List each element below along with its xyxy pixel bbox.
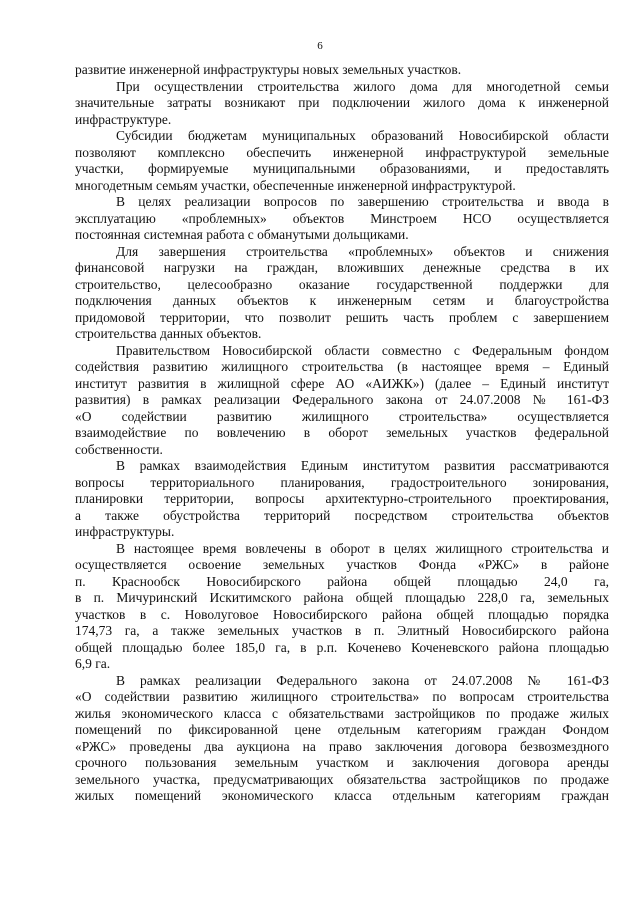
text-line: п. Краснообск Новосибирского района общей площадью 24,0 га,: [75, 573, 609, 589]
text-line: жилья экономического класса с обязательствами застройщиков по продаже жилых: [75, 705, 609, 721]
text-line: значительные затраты возникают при подключении жилого дома к инженерной: [75, 95, 609, 110]
text-line: развития) в рамках реализации Федерального закона от 24.07.2008 № 161-ФЗ: [75, 392, 609, 407]
text-line: Для завершения строительства «проблемных» объектов и снижения: [116, 243, 609, 259]
text-line: земельного участка, предусматривающих обязательства застройщиков по продаже: [75, 771, 609, 787]
text-line: финансовой нагрузки на граждан, вложивших денежные средства в их: [75, 260, 609, 275]
paragraph: [75, 79, 609, 129]
text-line: В рамках реализации Федерального закона от 24.07.2008 № 161-ФЗ: [116, 672, 609, 688]
text-line: 6,9 га.: [75, 656, 111, 671]
paragraph: [75, 194, 609, 244]
paragraph: [75, 244, 609, 343]
text-line: в п. Мичуринский Искитимского района общей площадью 228,0 га, земельных: [75, 590, 609, 605]
text-line: участки, формируемые муниципальными образованиями, и предоставлять: [75, 161, 609, 176]
text-line: «РЖС» проведены два аукциона на право заключения договора безвозмездного: [75, 738, 609, 754]
text-line: инфраструктуре.: [75, 111, 172, 127]
text-line: многодетным семьям участки, обеспеченные инженерной инфраструктурой.: [75, 177, 516, 193]
text-line: вопросы территориального планирования, градостроительного зонирования,: [75, 474, 609, 490]
text-line: придомовой территории, что позволит решить часть проблем с завершением: [75, 309, 609, 325]
paragraph: [75, 541, 609, 673]
paragraph: [75, 343, 609, 459]
paragraph: [75, 128, 609, 194]
text-line: содействия развитию жилищного строительства (в настоящее время – Единый: [75, 359, 609, 374]
text-line: «О содействии развитию жилищного строительства» по вопросам строительства: [75, 689, 609, 704]
text-line: инфраструктуры.: [75, 524, 175, 539]
text-line: участков в с. Новолуговое Новосибирского района общей площадью порядка: [75, 606, 609, 622]
paragraph: [75, 62, 609, 79]
text-line: общей площадью более 185,0 га, в р.п. Коченево Коченевского района площадью: [75, 639, 609, 655]
text-line: а также обустройства территорий посредством строительства объектов: [75, 507, 609, 523]
text-line: институт развития в жилищной сфере АО «АИЖК») (далее – Единый институт: [75, 375, 609, 391]
text-line: постоянная системная работа с обманутыми дольщиками.: [75, 227, 409, 242]
text-line: срочного пользования земельным участком и заключения договора аренды: [75, 755, 609, 770]
text-line: «О содействии развитию жилищного строительства» осуществляется: [75, 408, 609, 424]
text-line: При осуществлении строительства жилого дома для многодетной семьи: [116, 78, 609, 94]
text-line: осуществляется освоение земельных участков Фонда «РЖС» в районе: [75, 557, 609, 572]
text-line: помещений по фиксированной цене отдельным категориям граждан Фондом: [75, 722, 609, 737]
text-line: строительства данных объектов.: [75, 326, 262, 341]
text-line: В настоящее время вовлечены в оборот в целях жилищного строительства и: [116, 540, 609, 556]
document-body: [75, 62, 609, 805]
text-line: взаимодействие по вовлечению в оборот земельных участков федеральной: [75, 425, 609, 440]
text-line: 174,73 га, а также земельных участков в п. Элитный Новосибирского района: [75, 623, 609, 638]
text-line: собственности.: [75, 441, 163, 457]
paragraph: [75, 673, 609, 805]
text-line: подключения данных объектов к инженерным сетям и благоустройства: [75, 293, 609, 308]
page-number: 6: [317, 40, 323, 52]
text-line: планировки территории, вопросы архитектурно-строительного проектирования,: [75, 491, 609, 506]
text-line: жилых помещений экономического класса отдельным категориям граждан: [75, 788, 609, 803]
text-line: В целях реализации вопросов по завершению строительства и ввода в: [116, 194, 609, 209]
text-line: В рамках взаимодействия Единым институтом развития рассматриваются: [116, 458, 609, 473]
text-line: эксплуатацию «проблемных» объектов Минстроем НСО осуществляется: [75, 210, 609, 226]
text-line: строительство, целесообразно оказание государственной поддержки для: [75, 276, 609, 292]
text-line: Правительством Новосибирской области совместно с Федеральным фондом: [116, 342, 609, 358]
text-line: Субсидии бюджетам муниципальных образований Новосибирской области: [116, 128, 609, 143]
paragraph: [75, 458, 609, 541]
text-line: позволяют комплексно обеспечить инженерной инфраструктурой земельные: [75, 144, 609, 160]
text-line: развитие инженерной инфраструктуры новых земельных участков.: [75, 62, 462, 77]
